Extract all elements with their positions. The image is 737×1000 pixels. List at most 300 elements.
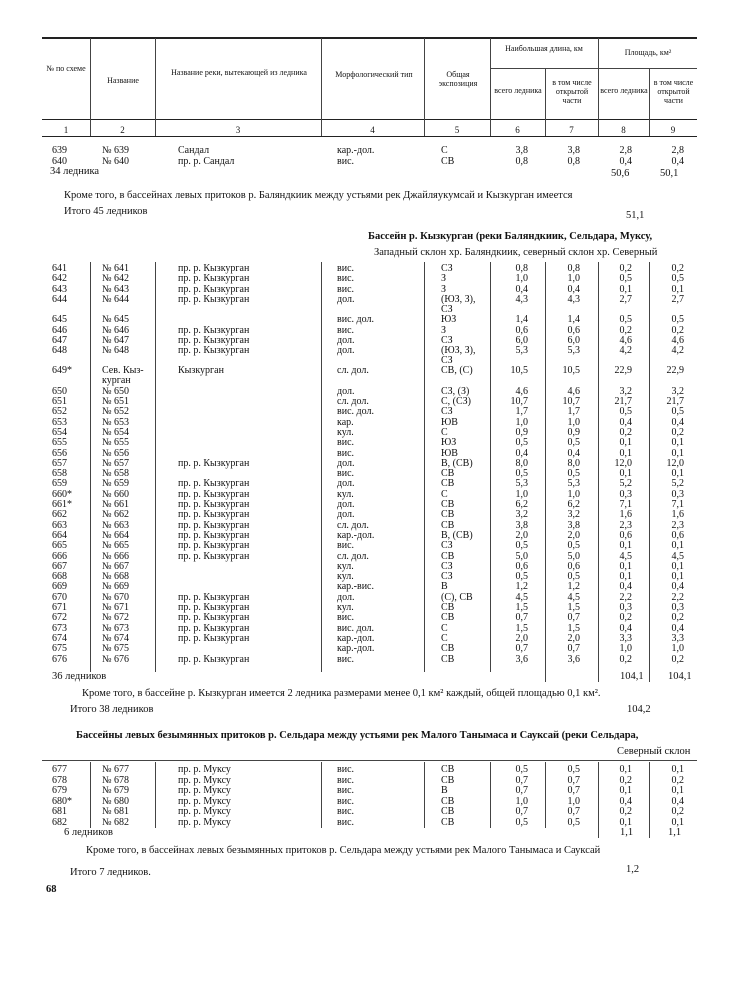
area-total: 0,2 <box>619 324 632 336</box>
section0-note: Кроме того, в бассейнах левых притоков р. Баляндкиик между устьями рек Джайляукумсай и Кызкурган имеется <box>64 190 573 201</box>
row-number: 651 <box>52 396 67 407</box>
exposure: СВ <box>441 806 455 818</box>
row-number: 639 <box>52 145 67 156</box>
morph-type: кар.-дол. <box>337 632 375 644</box>
row-number: 648 <box>52 345 67 357</box>
morph-type: вис. <box>337 283 355 295</box>
row-number: 655 <box>52 437 67 449</box>
morph-type: сл. дол. <box>337 519 369 531</box>
length-open: 5,0 <box>567 550 580 562</box>
length-total: 6,2 <box>515 499 528 510</box>
morph-type: вис. <box>337 273 355 285</box>
length-open: 0,6 <box>567 560 580 572</box>
river-name: пр. р. Кызкурган <box>178 591 250 603</box>
glacier-name: № 642 <box>102 273 130 285</box>
exposure: С <box>441 632 448 644</box>
exposure: С <box>441 622 448 634</box>
length-total: 0,7 <box>515 785 528 797</box>
column-number: 8 <box>621 125 626 135</box>
morph-type: вис. дол. <box>337 314 374 326</box>
river-name: пр. р. Кызкурган <box>178 283 250 295</box>
area-open: 4,6 <box>671 334 684 346</box>
exposure: СВ <box>441 653 455 665</box>
row-number: 677 <box>52 764 67 775</box>
area-total: 2,8 <box>619 145 632 156</box>
glacier-name: № 680 <box>102 795 130 807</box>
row-number: 659 <box>52 478 67 490</box>
col-divider <box>155 262 156 672</box>
area-total: 0,1 <box>619 817 632 828</box>
col-divider <box>598 262 599 682</box>
length-open: 6,2 <box>567 499 580 510</box>
length-open: 1,4 <box>567 314 580 326</box>
length-total: 3,2 <box>515 509 528 521</box>
length-total: 0,5 <box>515 468 528 480</box>
header-exposure: Общая экспозиция <box>438 70 478 88</box>
row-number: 682 <box>52 817 67 828</box>
length-total: 0,6 <box>515 324 528 336</box>
river-name: пр. р. Кызкурган <box>178 499 250 510</box>
length-total: 0,7 <box>515 612 528 624</box>
column-number: 2 <box>120 125 125 135</box>
col-divider <box>598 762 599 838</box>
morph-type: дол. <box>337 457 355 469</box>
morph-type: кар.-дол. <box>337 643 375 655</box>
area-open: 0,1 <box>671 283 684 295</box>
morph-type: вис. <box>337 324 355 336</box>
morph-type: дол. <box>337 385 355 397</box>
area-open: 0,4 <box>671 156 684 167</box>
area-open: 2,7 <box>671 293 684 305</box>
area-open: 2,3 <box>671 519 684 531</box>
length-open: 4,6 <box>567 385 580 397</box>
length-open: 2,0 <box>567 632 580 644</box>
area-open: 0,1 <box>671 437 684 449</box>
length-total: 1,0 <box>515 488 528 500</box>
length-open: 0,6 <box>567 324 580 336</box>
header-area-open: в том числе открытой части <box>653 78 694 105</box>
river-name: пр. р. Кызкурган <box>178 519 250 531</box>
row-number: 657 <box>52 457 67 469</box>
section1-subtitle: Западный склон хр. Баляндкиик, северный склон хр. Северный <box>374 247 658 258</box>
exposure: СЗ <box>441 406 453 418</box>
col-divider <box>321 262 322 672</box>
length-open: 4,3 <box>567 293 580 305</box>
row-number: 678 <box>52 774 67 786</box>
glacier-name: № 666 <box>102 550 130 562</box>
glacier-name: № 665 <box>102 540 130 552</box>
row-number: 670 <box>52 591 67 603</box>
col-divider <box>490 38 491 136</box>
row-number: 658 <box>52 468 67 480</box>
exposure: С <box>441 426 448 438</box>
area-open: 0,4 <box>671 581 684 593</box>
river-name: пр. р. Кызкурган <box>178 612 250 624</box>
area-total: 2,2 <box>619 591 632 603</box>
river-name: пр. р. Сандал <box>178 156 235 167</box>
area-open: 1,0 <box>671 643 684 655</box>
river-name: пр. р. Кызкурган <box>178 622 250 634</box>
morph-type: сл. дол. <box>337 550 369 562</box>
length-total: 1,5 <box>515 602 528 613</box>
exposure: З <box>441 283 447 295</box>
area-open: 0,4 <box>671 622 684 634</box>
length-open: 5,3 <box>567 478 580 490</box>
river-name: пр. р. Кызкурган <box>178 632 250 644</box>
length-total: 1,2 <box>515 581 528 593</box>
glacier-name: № 658 <box>102 468 130 480</box>
glacier-name: № 648 <box>102 345 130 357</box>
header-area-group: Площадь, км² <box>624 48 672 57</box>
length-total: 0,5 <box>515 571 528 583</box>
exposure: В <box>441 581 448 593</box>
river-name: пр. р. Кызкурган <box>178 509 250 521</box>
area-open: 3,2 <box>671 385 684 397</box>
area-open: 1,6 <box>671 509 684 521</box>
row-number: 679 <box>52 785 67 797</box>
area-total: 0,2 <box>619 612 632 624</box>
column-number: 9 <box>670 125 676 135</box>
row-number: 667 <box>52 560 67 572</box>
length-open: 6,0 <box>567 334 580 346</box>
section2-total-value: 1,2 <box>626 864 640 875</box>
length-total: 1,4 <box>515 314 528 326</box>
morph-type: вис. <box>337 795 355 807</box>
exposure: СВ <box>441 774 455 786</box>
row-number: 642 <box>52 273 67 285</box>
row-number: 640 <box>52 156 67 167</box>
col-divider <box>424 38 425 136</box>
length-total: 5,3 <box>515 345 528 357</box>
morph-type: вис. <box>337 540 355 552</box>
length-open: 0,5 <box>567 437 580 449</box>
exposure: (ЮЗ, З), <box>441 345 476 357</box>
area-open: 0,1 <box>671 468 684 480</box>
length-total: 3,8 <box>515 519 528 531</box>
area-open: 0,1 <box>671 447 684 459</box>
col-divider <box>490 262 491 672</box>
glacier-name: Сев. Кыз- <box>102 365 144 377</box>
morph-type: кар.-вис. <box>337 581 374 593</box>
area-open: 2,2 <box>671 591 684 603</box>
row-number: 665 <box>52 540 67 552</box>
table-row <box>0 796 737 807</box>
section2-sum: 1,1 <box>620 827 634 838</box>
length-open: 0,8 <box>567 156 580 167</box>
glacier-name: № 667 <box>102 560 130 572</box>
area-open: 5,2 <box>671 478 684 490</box>
table-row <box>0 365 737 387</box>
river-name: пр. р. Кызкурган <box>178 478 250 490</box>
glacier-name: № 651 <box>102 396 130 407</box>
morph-type: вис. <box>337 612 355 624</box>
river-name: Кызкурган <box>178 365 224 377</box>
row-number: 681 <box>52 806 67 818</box>
section2-count: 6 ледников <box>64 827 113 838</box>
area-total: 22,9 <box>614 365 632 377</box>
table-row <box>0 785 737 796</box>
header-name: Название <box>107 76 139 85</box>
glacier-name: № 660 <box>102 488 130 500</box>
glacier-name: № 663 <box>102 519 130 531</box>
area-total: 0,1 <box>619 447 632 459</box>
length-open: 0,4 <box>567 283 580 295</box>
length-open: 1,0 <box>567 273 580 285</box>
length-total: 4,6 <box>515 385 528 397</box>
row-number: 654 <box>52 426 67 438</box>
area-open: 0,1 <box>671 764 684 775</box>
morph-type: дол. <box>337 478 355 490</box>
row-number: 652 <box>52 406 67 418</box>
exposure: ЮЗ <box>441 437 457 449</box>
area-total: 0,2 <box>619 263 632 274</box>
glacier-name: № 640 <box>102 156 130 167</box>
morph-type: вис. <box>337 437 355 449</box>
exposure: (ЮЗ, З), <box>441 293 476 305</box>
length-open: 1,5 <box>567 602 580 613</box>
header-morph-type: Морфологический тип <box>335 70 413 79</box>
column-number: 7 <box>569 125 574 135</box>
area-open: 7,1 <box>671 499 684 510</box>
area-total: 0,1 <box>619 571 632 583</box>
length-total: 0,5 <box>515 437 528 449</box>
section2-subtitle: Северный склон <box>617 746 691 757</box>
length-open: 1,5 <box>567 622 580 634</box>
section2-rule <box>42 760 697 761</box>
river-name: пр. р. Кызкурган <box>178 293 250 305</box>
area-open: 0,4 <box>671 795 684 807</box>
section1-total-text: Итого 38 ледников <box>70 704 154 715</box>
morph-type: вис. <box>337 653 355 665</box>
exposure: З <box>441 273 447 285</box>
length-open: 0,5 <box>567 817 580 828</box>
morph-type: дол. <box>337 499 355 510</box>
glacier-name: № 675 <box>102 643 130 655</box>
area-total: 0,2 <box>619 653 632 665</box>
morph-type: вис. <box>337 806 355 818</box>
morph-type: кул. <box>337 571 354 583</box>
length-open: 4,5 <box>567 591 580 603</box>
length-total: 6,0 <box>515 334 528 346</box>
length-open: 1,0 <box>567 488 580 500</box>
exposure: ЮЗ <box>441 314 457 326</box>
length-total: 0,7 <box>515 806 528 818</box>
area-open: 22,9 <box>666 365 684 377</box>
area-total: 4,5 <box>619 550 632 562</box>
exposure: ЮВ <box>441 447 458 459</box>
length-total: 1,7 <box>515 406 528 418</box>
river-name: пр. р. Муксу <box>178 817 231 828</box>
section1-sum-open: 104,1 <box>668 671 692 682</box>
length-open: 1,0 <box>567 416 580 428</box>
length-total: 10,5 <box>510 365 528 377</box>
col-divider <box>90 262 91 672</box>
area-total: 0,2 <box>619 806 632 818</box>
length-total: 0,8 <box>515 263 528 274</box>
row-number: 643 <box>52 283 67 295</box>
length-total: 1,5 <box>515 622 528 634</box>
area-open: 0,2 <box>671 612 684 624</box>
river-name: пр. р. Кызкурган <box>178 273 250 285</box>
glacier-name: № 681 <box>102 806 130 818</box>
row-number: 660* <box>52 488 72 500</box>
area-total: 0,2 <box>619 774 632 786</box>
area-open: 0,1 <box>671 817 684 828</box>
morph-type: вис. <box>337 817 355 828</box>
area-total: 1,0 <box>619 643 632 655</box>
morph-type: дол. <box>337 591 355 603</box>
glacier-name: № 670 <box>102 591 130 603</box>
exposure: С <box>441 145 448 156</box>
length-open: 10,7 <box>562 396 580 407</box>
exposure: СВ <box>441 643 455 655</box>
length-open: 2,0 <box>567 529 580 541</box>
area-open: 0,1 <box>671 571 684 583</box>
glacier-name: № 669 <box>102 581 130 593</box>
length-total: 1,0 <box>515 273 528 285</box>
length-open: 0,5 <box>567 764 580 775</box>
area-open: 0,5 <box>671 406 684 418</box>
exposure: (С), СВ <box>441 591 473 603</box>
length-total: 5,0 <box>515 550 528 562</box>
area-total: 0,1 <box>619 764 632 775</box>
glacier-name: № 645 <box>102 314 130 326</box>
length-open: 0,4 <box>567 447 580 459</box>
area-total: 0,4 <box>619 156 632 167</box>
river-name: пр. р. Кызкурган <box>178 653 250 665</box>
morph-type: сл. дол. <box>337 365 369 377</box>
area-open: 21,7 <box>666 396 684 407</box>
glacier-name: № 656 <box>102 447 130 459</box>
row-number: 680* <box>52 795 72 807</box>
header-numbers-rule <box>42 136 697 137</box>
glacier-name: № 644 <box>102 293 130 305</box>
length-open: 0,5 <box>567 571 580 583</box>
glacier-name: № 659 <box>102 478 130 490</box>
river-name: пр. р. Кызкурган <box>178 602 250 613</box>
glacier-name: № 662 <box>102 509 130 521</box>
glacier-name: № 672 <box>102 612 130 624</box>
table-row <box>0 764 737 775</box>
col-divider <box>321 762 322 828</box>
glacier-name: № 654 <box>102 426 130 438</box>
area-total: 2,7 <box>619 293 632 305</box>
page-number: 68 <box>46 884 57 895</box>
length-total: 0,7 <box>515 774 528 786</box>
morph-type: дол. <box>337 293 355 305</box>
row-number: 645 <box>52 314 67 326</box>
column-number: 1 <box>63 125 69 135</box>
section1-title: Бассейн р. Кызкурган (реки Баляндкиик, Сельдара, Муксу, <box>368 231 653 242</box>
exposure: СВ, (С) <box>441 365 473 377</box>
area-total: 0,1 <box>619 468 632 480</box>
exposure: В, (СВ) <box>441 529 473 541</box>
row-number: 675 <box>52 643 67 655</box>
area-open: 0,2 <box>671 774 684 786</box>
area-total: 0,4 <box>619 622 632 634</box>
row-number: 673 <box>52 622 67 634</box>
row-number: 676 <box>52 653 67 665</box>
length-total: 1,0 <box>515 416 528 428</box>
area-total: 5,2 <box>619 478 632 490</box>
exposure: СВ <box>441 478 455 490</box>
area-total: 0,2 <box>619 426 632 438</box>
col-divider <box>490 762 491 828</box>
glacier-name: № 673 <box>102 622 130 634</box>
exposure: СЗ, (З) <box>441 385 470 397</box>
area-open: 0,1 <box>671 560 684 572</box>
river-name: Сандал <box>178 145 210 156</box>
row-number: 663 <box>52 519 67 531</box>
length-open: 8,0 <box>567 457 580 469</box>
col-divider <box>155 38 156 136</box>
area-open: 0,5 <box>671 273 684 285</box>
length-open: 10,5 <box>562 365 580 377</box>
length-total: 0,5 <box>515 764 528 775</box>
glacier-name: № 676 <box>102 653 130 665</box>
length-total: 10,7 <box>510 396 528 407</box>
exposure: З <box>441 324 447 336</box>
col-divider <box>545 762 546 828</box>
length-open: 0,9 <box>567 426 580 438</box>
morph-type: вис. <box>337 764 355 775</box>
length-total: 0,8 <box>515 156 528 167</box>
header-river: Название реки, вытекающей из ледника <box>171 68 307 77</box>
length-total: 4,5 <box>515 591 528 603</box>
exposure-continued: СЗ <box>441 355 453 367</box>
river-name: пр. р. Кызкурган <box>178 334 250 346</box>
glacier-name: № 679 <box>102 785 130 797</box>
river-name: пр. р. Кызкурган <box>178 488 250 500</box>
col-divider <box>155 762 156 828</box>
row-number: 644 <box>52 293 67 305</box>
morph-type: кар.-дол. <box>337 529 375 541</box>
exposure: СВ <box>441 550 455 562</box>
column-number: 3 <box>235 125 241 135</box>
area-total: 0,4 <box>619 581 632 593</box>
length-total: 0,9 <box>515 426 528 438</box>
area-total: 0,1 <box>619 785 632 797</box>
section2-total-text: Итого 7 ледников. <box>70 867 151 878</box>
length-open: 3,2 <box>567 509 580 521</box>
row-number: 641 <box>52 263 67 274</box>
row-number: 649* <box>52 365 72 377</box>
river-name: пр. р. Кызкурган <box>178 263 250 274</box>
length-open: 1,7 <box>567 406 580 418</box>
col-divider <box>90 38 91 136</box>
river-name: пр. р. Муксу <box>178 764 231 775</box>
col-divider <box>545 262 546 682</box>
row-number: 672 <box>52 612 67 624</box>
col-divider <box>598 38 599 136</box>
header-area-total: всего ледника <box>600 86 648 95</box>
exposure: СВ <box>441 612 455 624</box>
exposure: СВ <box>441 795 455 807</box>
area-open: 0,2 <box>671 426 684 438</box>
morph-type: вис. <box>337 156 355 167</box>
section0-total-text: Итого 45 ледников <box>64 206 148 217</box>
glacier-name: № 643 <box>102 283 130 295</box>
exposure: СВ <box>441 764 455 775</box>
morph-type: дол. <box>337 334 355 346</box>
area-open: 3,3 <box>671 632 684 644</box>
river-name: пр. р. Кызкурган <box>178 529 250 541</box>
section2-title: Бассейны левых безымянных притоков р. Сельдара между устьями рек Малого Танымаса и Сауксай (реки Сельдара, <box>76 730 639 741</box>
length-open: 3,8 <box>567 145 580 156</box>
exposure: СЗ <box>441 263 453 274</box>
col-divider <box>649 262 650 682</box>
morph-type: сл. дол. <box>337 396 369 407</box>
